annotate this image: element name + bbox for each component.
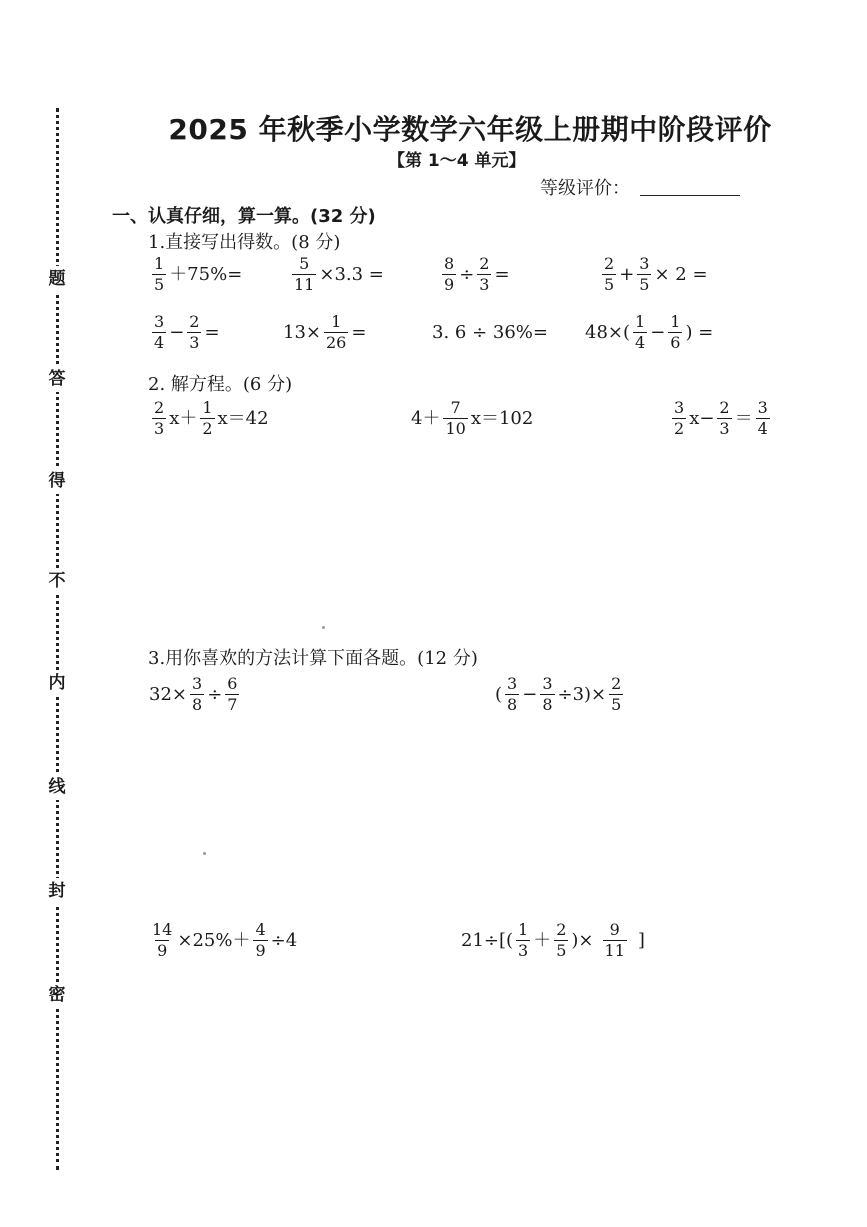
fraction: $\frac{3}{8}$ <box>507 674 518 714</box>
fraction: $\frac{2}{5}$ <box>556 920 567 960</box>
scan-speck <box>203 852 206 855</box>
q1-expression: $\frac{1}{5}$ ＋75%= <box>154 254 243 294</box>
fraction: $\frac{7}{10}$ <box>445 398 466 438</box>
fraction: $\frac{1}{4}$ <box>635 312 646 352</box>
fraction: $\frac{2}{3}$ <box>479 254 490 294</box>
q2-expression: $\frac{5}{11}$ ×3.3 = <box>294 254 384 294</box>
fraction: $\frac{14}{9}$ <box>152 920 173 960</box>
q5-expression: $\frac{3}{4}$ − $\frac{2}{3}$ = <box>154 312 220 352</box>
equation-2: 4＋ $\frac{7}{10}$ x＝102 <box>411 398 534 438</box>
section-1-title: 一、认真仔细，算一算。(32 分) <box>112 206 376 227</box>
scan-speck <box>322 626 325 629</box>
grade-blank-line[interactable] <box>640 195 740 196</box>
q7-expression: 3. 6 ÷ 36%= <box>432 322 548 343</box>
seal-char: 封 <box>44 878 70 904</box>
fraction: $\frac{1}{6}$ <box>670 312 681 352</box>
calc-1: 32× $\frac{3}{8}$ ÷ $\frac{6}{7}$ <box>149 674 238 714</box>
fraction: $\frac{1}{2}$ <box>202 398 213 438</box>
fraction: $\frac{1}{3}$ <box>518 920 529 960</box>
fraction: $\frac{8}{9}$ <box>444 254 455 294</box>
seal-char: 得 <box>44 468 70 494</box>
seal-char: 线 <box>44 774 70 800</box>
calc-3: $\frac{14}{9}$ ×25%＋ $\frac{4}{9}$ ÷4 <box>152 920 298 960</box>
fraction: $\frac{2}{3}$ <box>154 398 165 438</box>
seal-char: 内 <box>44 670 70 696</box>
fraction: $\frac{3}{2}$ <box>674 398 685 438</box>
q4-expression: $\frac{2}{5}$ + $\frac{3}{5}$ × 2 = <box>604 254 708 294</box>
fraction: $\frac{3}{4}$ <box>154 312 165 352</box>
q6-expression: 13× $\frac{1}{26}$ = <box>283 312 367 352</box>
seal-char: 不 <box>44 568 70 594</box>
calc-2: ( $\frac{3}{8}$ − $\frac{3}{8}$ ÷3)× $\frac{2}{5}$ <box>495 674 622 714</box>
fraction: $\frac{1}{26}$ <box>326 312 347 352</box>
calc-4: 21÷[( $\frac{1}{3}$ ＋ $\frac{2}{5}$ )× $\frac{9}{11}$ ] <box>461 920 645 960</box>
equation-1: $\frac{2}{3}$ x＋ $\frac{1}{2}$ x＝42 <box>154 398 269 438</box>
fraction: $\frac{5}{11}$ <box>294 254 315 294</box>
fraction: $\frac{3}{8}$ <box>542 674 553 714</box>
fraction: $\frac{3}{8}$ <box>192 674 203 714</box>
part-2-title: 2. 解方程。(6 分) <box>148 374 293 395</box>
fraction: $\frac{6}{7}$ <box>227 674 238 714</box>
part-3-title: 3.用你喜欢的方法计算下面各题。(12 分) <box>148 648 478 669</box>
grade-label: 等级评价： <box>540 178 630 199</box>
seal-char: 答 <box>44 366 70 392</box>
equation-3: $\frac{3}{2}$ x− $\frac{2}{3}$ ＝ $\frac{3}{4}$ <box>674 398 768 438</box>
q3-expression: $\frac{8}{9}$ ÷ $\frac{2}{3}$ = <box>444 254 510 294</box>
seal-char: 密 <box>44 982 70 1008</box>
q8-expression: 48×( $\frac{1}{4}$ − $\frac{1}{6}$ ) = <box>585 312 714 352</box>
part-1-title: 1.直接写出得数。(8 分) <box>148 232 341 253</box>
seal-char: 题 <box>44 266 70 292</box>
fraction: $\frac{2}{3}$ <box>719 398 730 438</box>
fraction: $\frac{3}{4}$ <box>757 398 768 438</box>
fraction: $\frac{9}{11}$ <box>604 920 625 960</box>
fraction: $\frac{2}{5}$ <box>611 674 622 714</box>
fraction: $\frac{2}{3}$ <box>189 312 200 352</box>
fraction: $\frac{3}{5}$ <box>639 254 650 294</box>
exam-title: 2025 年秋季小学数学六年级上册期中阶段评价 <box>168 113 772 146</box>
fraction: $\frac{1}{5}$ <box>154 254 165 294</box>
exam-subtitle: 【第 1～4 单元】 <box>388 151 526 171</box>
fraction: $\frac{2}{5}$ <box>604 254 615 294</box>
fraction: $\frac{4}{9}$ <box>255 920 266 960</box>
